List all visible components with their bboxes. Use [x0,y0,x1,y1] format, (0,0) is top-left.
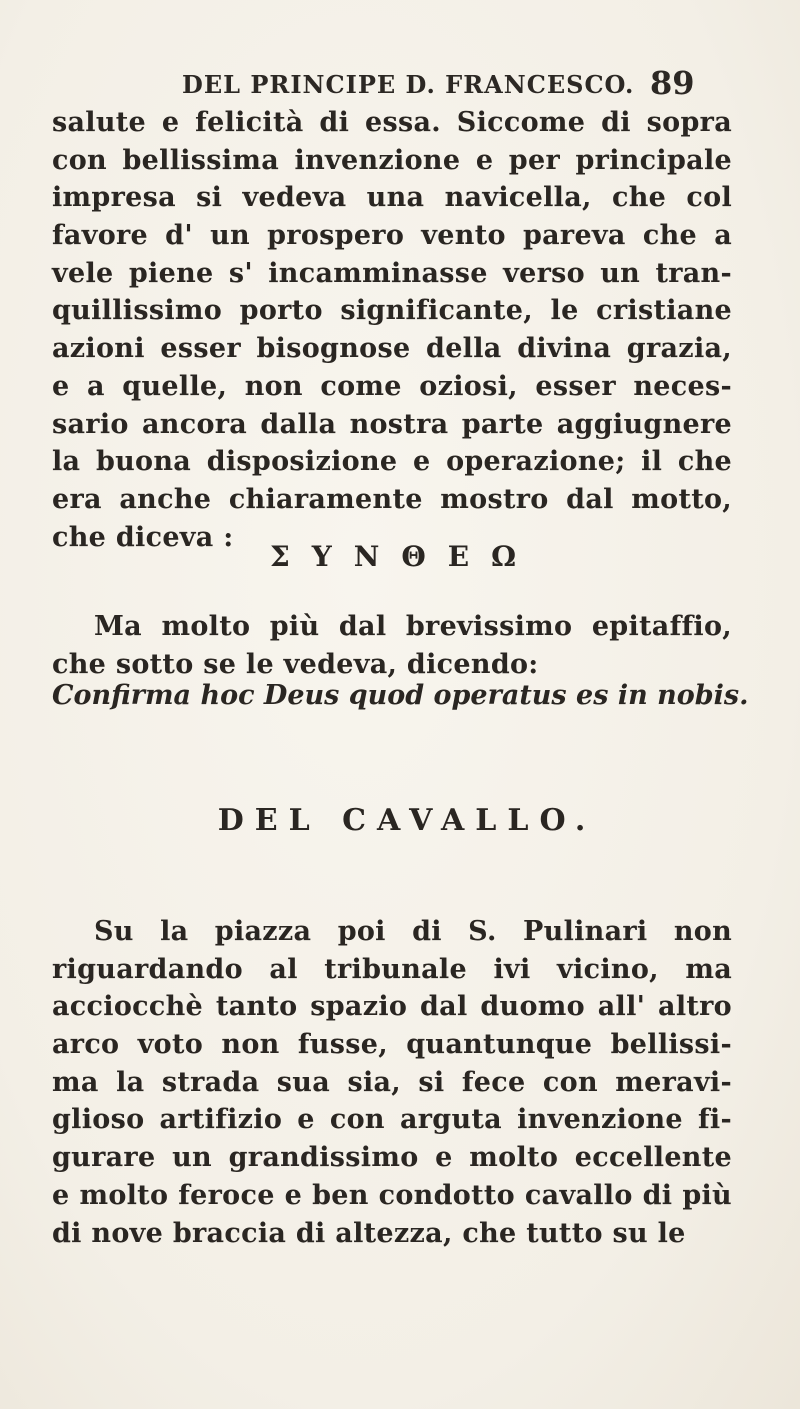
text-line: che diceva : [52,521,234,553]
greek-motto: ΣΥΝΘΕΩ [269,540,539,573]
text-line: che sotto se le vedeva, dicendo: [52,648,539,680]
text-line: Ma molto più dal brevissimo epitaffio, [94,611,732,642]
text-line: la buona disposizione e operazione; il che [52,446,732,478]
latin-epitaph: Confirma hoc Deus quod operatus es in nobis. [52,680,749,711]
paragraph-2 [52,608,732,683]
text-line: era anche chiaramente mostro dal motto, [52,483,732,515]
page-number: 89 [650,64,695,102]
text-line: quillissimo porto significante, le cristiane [52,295,732,327]
text-line: riguardando al tribunale ivi vicino, ma [52,953,732,985]
text-line: vele piene s' incamminasse verso un tran- [52,257,732,289]
paragraph-1 [52,104,732,556]
paragraph-3 [52,913,732,1252]
page-header [0,64,800,106]
text-line: di nove braccia di altezza, che tutto su le [52,1217,686,1249]
text-line: e molto feroce e ben condotto cavallo di più [52,1179,732,1211]
text-line: salute e felicità di essa. Siccome di sopra [52,107,732,138]
text-line: impresa si vedeva una navicella, che col [52,182,732,214]
text-line: Su la piazza poi di S. Pulinari non [94,916,732,947]
text-line: favore d' un prospero vento pareva che a [52,220,732,252]
text-line: gurare un grandissimo e molto eccellente [52,1142,732,1174]
text-line: acciocchè tanto spazio dal duomo all' altro [52,991,732,1023]
text-line: sario ancora dalla nostra parte aggiugnere [52,408,732,440]
text-line: glioso artifizio e con arguta invenzione fi- [52,1104,732,1136]
running-title: DEL PRINCIPE D. FRANCESCO. [182,70,635,99]
section-heading: DEL CAVALLO. [217,803,597,838]
text-line: ma la strada sua sia, si fece con meravi- [52,1066,732,1098]
text-line: arco voto non fusse, quantunque bellissi- [52,1029,732,1061]
text-line: con bellissima invenzione e per principale [52,144,732,176]
text-line: azioni esser bisognose della divina grazia, [52,333,732,365]
text-line: e a quelle, non come oziosi, esser neces- [52,370,732,402]
